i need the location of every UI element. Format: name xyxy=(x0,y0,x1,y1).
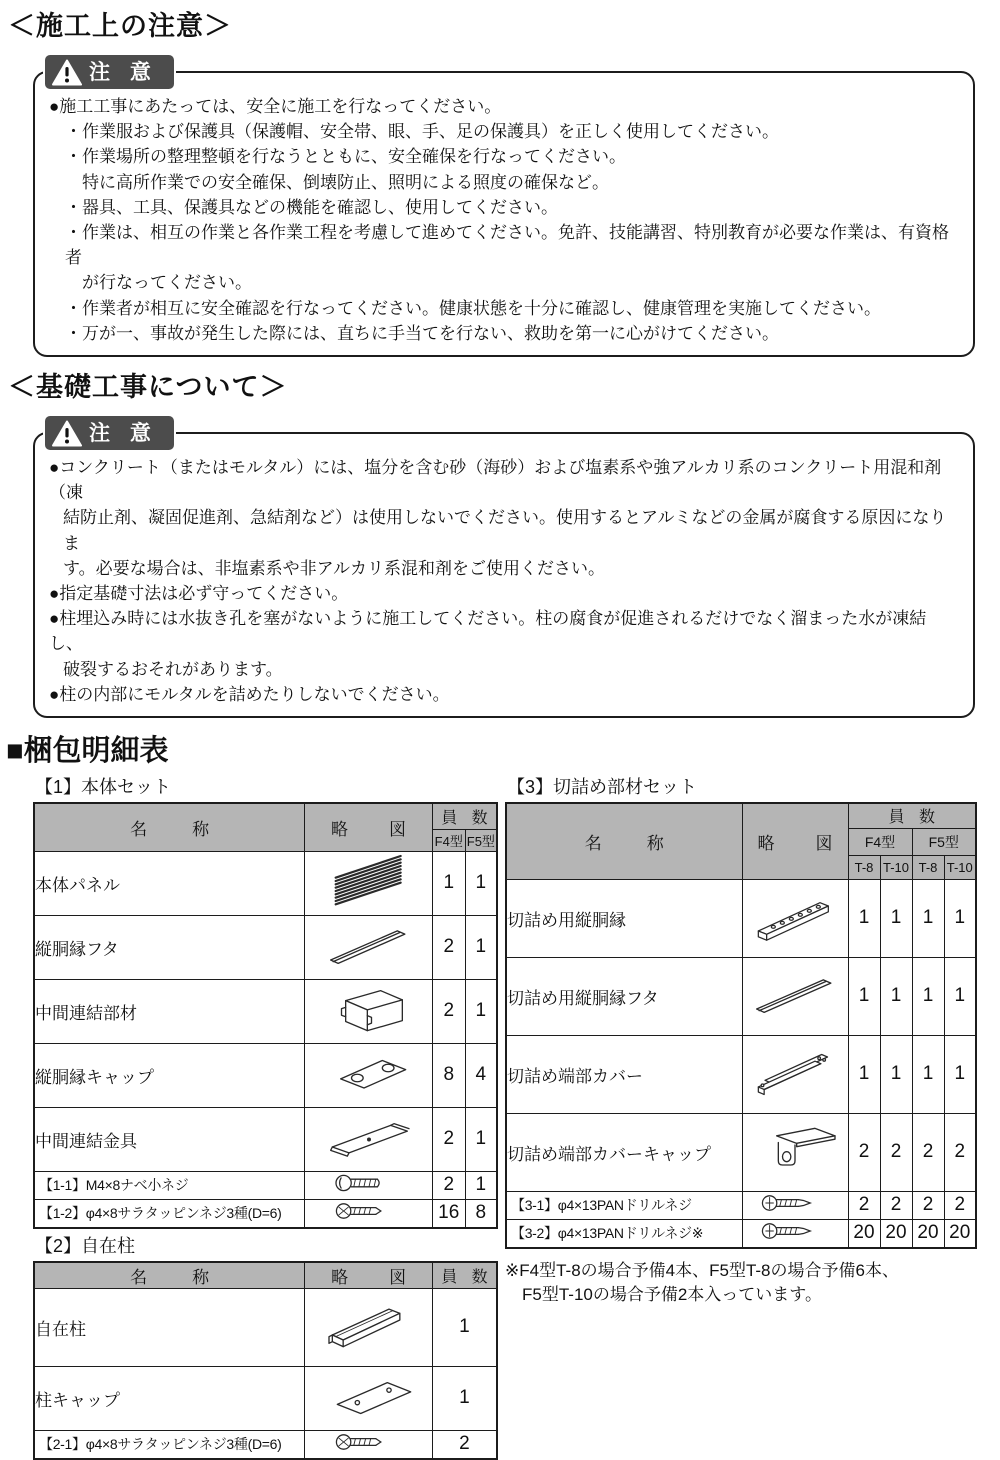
part-name: 切詰め用縦胴縁 xyxy=(506,879,742,957)
parts-row xyxy=(34,1107,497,1171)
u-channel-icon xyxy=(745,1044,845,1100)
column-header: 名 称 xyxy=(506,803,742,879)
part-name: 【2-1】φ4×8サラタッピンネジ3種(D=6) xyxy=(34,1430,305,1459)
part-count: 1 xyxy=(880,879,912,957)
cover-bar-icon xyxy=(745,966,845,1022)
caution-line: ●コンクリート（またはモルタル）には、塩分を含む砂（海砂）および塩素系や強アルカリ系のコンクリート用混和剤（凍 xyxy=(49,458,942,503)
caution-line: 特に高所作業での安全確保、倒壊防止、照明による照度の確保など。 xyxy=(82,172,609,192)
column-header: 略 図 xyxy=(742,803,848,879)
part-count: 2 xyxy=(432,1107,465,1171)
caution-text-block xyxy=(49,94,959,346)
part-count: 20 xyxy=(944,1219,976,1248)
part-name: 中間連結金具 xyxy=(34,1107,305,1171)
column-header: 略 図 xyxy=(305,803,433,851)
part-figure xyxy=(305,1043,433,1107)
part-count: 1 xyxy=(912,957,944,1035)
caution-line: 破裂するおそれがあります。 xyxy=(63,659,283,679)
column-header: F4型 xyxy=(848,828,912,855)
part-count: 1 xyxy=(848,1035,880,1113)
column-header: 名 称 xyxy=(34,1262,305,1289)
part-name: 【1-1】M4×8ナベ小ネジ xyxy=(34,1171,305,1199)
part-name: 切詰め用縦胴縁フタ xyxy=(506,957,742,1035)
cap-plate-icon xyxy=(319,1045,419,1101)
part-count: 1 xyxy=(848,957,880,1035)
section-title-construction: ＜施工上の注意＞ xyxy=(8,11,232,41)
caution-line: ・器具、工具、保護具などの機能を確認し、使用してください。 xyxy=(65,197,558,217)
part-count: 1 xyxy=(432,1366,497,1430)
part-count: 1 xyxy=(465,1171,497,1199)
part-count: 2 xyxy=(432,1171,465,1199)
table-caption-1: 【1】本体セット xyxy=(35,777,172,798)
part-count: 1 xyxy=(944,879,976,957)
footnote-line: F5型T-10の場合予備2本入っています。 xyxy=(522,1284,822,1304)
main-set-table-mount xyxy=(33,802,498,1229)
section-title-foundation: ＜基礎工事について＞ xyxy=(8,372,288,403)
packing-right-column xyxy=(505,776,979,1307)
caution-box-construction xyxy=(33,60,975,357)
parts-row xyxy=(506,1219,976,1248)
caution-line: ・作業場所の整理整頓を行なうとともに、安全確保を行なってください。 xyxy=(65,147,626,167)
caution-line: ●柱の内部にモルタルを詰めたりしないでください。 xyxy=(49,684,450,704)
free-post-table-mount xyxy=(33,1261,498,1460)
caution-line: ・作業は、相互の作業と各作業工程を考慮して進めてください。免許、技能講習、特別教育が必要な作業は、有資格者 xyxy=(65,223,949,268)
parts-row xyxy=(506,957,976,1035)
part-count: 2 xyxy=(848,1113,880,1191)
drill-screw-icon xyxy=(759,1220,831,1242)
part-count: 2 xyxy=(432,915,465,979)
column-header: T-8 xyxy=(848,855,880,879)
part-name: 本体パネル xyxy=(34,851,305,915)
part-figure xyxy=(742,1113,848,1191)
parts-row xyxy=(34,1430,497,1459)
post-icon xyxy=(319,1297,419,1353)
caution-badge xyxy=(43,53,176,91)
part-count: 2 xyxy=(432,979,465,1043)
part-figure xyxy=(305,979,433,1043)
flat-screw-icon xyxy=(333,1431,405,1453)
column-header: F4型 xyxy=(432,829,465,851)
parts-row xyxy=(34,1199,497,1228)
caution-label: 注 意 xyxy=(89,421,158,445)
part-count: 1 xyxy=(944,1035,976,1113)
part-count: 1 xyxy=(465,979,497,1043)
parts-row xyxy=(34,1043,497,1107)
part-name: 縦胴縁フタ xyxy=(34,915,305,979)
part-figure xyxy=(742,1035,848,1113)
part-count: 20 xyxy=(848,1219,880,1248)
parts-row xyxy=(506,879,976,957)
caution-line: ●柱埋込み時には水抜き孔を塞がないように施工してください。柱の腐食が促進されるだけでなく溜まった水が凍結し、 xyxy=(49,609,927,654)
part-name: 自在柱 xyxy=(34,1288,305,1366)
part-count: 1 xyxy=(465,851,497,915)
part-count: 8 xyxy=(432,1043,465,1107)
part-figure xyxy=(305,1288,433,1366)
part-name: 縦胴縁キャップ xyxy=(34,1043,305,1107)
part-count: 2 xyxy=(944,1191,976,1219)
part-count: 1 xyxy=(880,1035,912,1113)
parts-table xyxy=(33,1261,498,1460)
part-count: 1 xyxy=(465,1107,497,1171)
part-count: 1 xyxy=(944,957,976,1035)
column-header: F5型 xyxy=(465,829,497,851)
part-figure xyxy=(305,1171,433,1199)
part-name: 【1-2】φ4×8サラタッピンネジ3種(D=6) xyxy=(34,1199,305,1228)
part-figure xyxy=(305,1366,433,1430)
part-count: 2 xyxy=(848,1191,880,1219)
warning-triangle-icon xyxy=(52,420,82,447)
part-name: 柱キャップ xyxy=(34,1366,305,1430)
parts-row xyxy=(34,1171,497,1199)
part-count: 20 xyxy=(912,1219,944,1248)
parts-row xyxy=(506,1113,976,1191)
warning-triangle-icon xyxy=(52,59,82,86)
parts-row xyxy=(34,1288,497,1366)
part-name: 【3-2】φ4×13PANドリルネジ※ xyxy=(506,1219,742,1248)
caution-line: す。必要な場合は、非塩素系や非アルカリ系混和剤をご使用ください。 xyxy=(63,558,605,578)
caution-box-foundation xyxy=(33,421,975,718)
part-count: 16 xyxy=(432,1199,465,1228)
caution-line: 結防止剤、凝固促進剤、急結剤など）は使用しないでください。使用するとアルミなどの金属が腐食する原因になりま xyxy=(63,508,947,553)
packing-left-column xyxy=(33,776,498,1460)
part-count: 1 xyxy=(432,851,465,915)
part-figure xyxy=(305,1199,433,1228)
footnote xyxy=(505,1259,979,1307)
part-count: 1 xyxy=(912,879,944,957)
table-caption-3: 【3】切詰め部材セット xyxy=(507,777,698,798)
part-count: 2 xyxy=(944,1113,976,1191)
parts-table xyxy=(505,802,977,1249)
part-name: 切詰め端部カバーキャップ xyxy=(506,1113,742,1191)
parts-row xyxy=(506,1191,976,1219)
flat-screw-icon xyxy=(333,1200,405,1222)
caution-line: が行なってください。 xyxy=(82,273,252,293)
part-figure xyxy=(742,957,848,1035)
column-header: 略 図 xyxy=(305,1262,433,1289)
panel-stack-icon xyxy=(319,853,419,909)
parts-row xyxy=(34,1366,497,1430)
parts-row xyxy=(34,979,497,1043)
part-count: 20 xyxy=(880,1219,912,1248)
cut-parts-table-mount xyxy=(505,802,979,1249)
parts-row xyxy=(34,851,497,915)
part-figure xyxy=(305,1430,433,1459)
part-count: 2 xyxy=(880,1113,912,1191)
parts-row xyxy=(506,1035,976,1113)
caution-label: 注 意 xyxy=(89,60,158,84)
part-figure xyxy=(742,1219,848,1248)
footnote-line: ※F4型T-8の場合予備4本、F5型T-8の場合予備6本、 xyxy=(505,1260,899,1280)
packing-title: ■梱包明細表 xyxy=(6,735,169,768)
drill-screw-icon xyxy=(759,1192,831,1214)
part-count: 1 xyxy=(465,915,497,979)
part-count: 2 xyxy=(880,1191,912,1219)
part-figure xyxy=(742,879,848,957)
parts-table xyxy=(33,802,498,1229)
bracket-cap-icon xyxy=(745,1122,845,1178)
caution-line: ・万が一、事故が発生した際には、直ちに手当てを行ない、救助を第一に心がけてください。 xyxy=(65,323,779,343)
channel-holes-icon xyxy=(745,888,845,944)
part-count: 2 xyxy=(432,1430,497,1459)
part-count: 1 xyxy=(912,1035,944,1113)
caution-line: ・作業者が相互に安全確認を行なってください。健康状態を十分に確認し、健康管理を実施してください。 xyxy=(65,298,881,318)
part-count: 1 xyxy=(848,879,880,957)
part-count: 8 xyxy=(465,1199,497,1228)
table-caption-2: 【2】自在柱 xyxy=(35,1235,136,1256)
column-header: 員 数 xyxy=(432,1262,497,1289)
column-header: T-8 xyxy=(912,855,944,879)
flat-plate-icon xyxy=(319,1109,419,1165)
channel-icon xyxy=(319,981,419,1037)
column-header: F5型 xyxy=(912,828,976,855)
caution-line: ●施工工事にあたっては、安全に施工を行なってください。 xyxy=(49,97,502,116)
column-header: T-10 xyxy=(880,855,912,879)
part-count: 2 xyxy=(912,1191,944,1219)
column-header: T-10 xyxy=(944,855,976,879)
column-header: 員 数 xyxy=(848,803,976,828)
part-figure xyxy=(742,1191,848,1219)
part-name: 【3-1】φ4×13PANドリルネジ xyxy=(506,1191,742,1219)
part-name: 中間連結部材 xyxy=(34,979,305,1043)
part-count: 1 xyxy=(880,957,912,1035)
packing-tables-area xyxy=(33,776,1000,1460)
part-figure xyxy=(305,1107,433,1171)
column-header: 員 数 xyxy=(432,803,497,829)
part-figure xyxy=(305,851,433,915)
pan-screw-icon xyxy=(333,1172,405,1194)
caution-badge xyxy=(43,414,176,452)
cover-bar-icon xyxy=(319,917,419,973)
caution-line: ●指定基礎寸法は必ず守ってください。 xyxy=(49,584,349,604)
part-name: 切詰め端部カバー xyxy=(506,1035,742,1113)
part-count: 2 xyxy=(912,1113,944,1191)
post-cap-icon xyxy=(319,1368,419,1424)
parts-row xyxy=(34,915,497,979)
caution-text-block xyxy=(49,455,959,707)
part-count: 4 xyxy=(465,1043,497,1107)
caution-line: ・作業服および保護具（保護帽、安全帯、眼、手、足の保護具）を正しく使用してください。 xyxy=(65,122,779,142)
part-count: 1 xyxy=(432,1288,497,1366)
column-header: 名 称 xyxy=(34,803,305,851)
part-figure xyxy=(305,915,433,979)
